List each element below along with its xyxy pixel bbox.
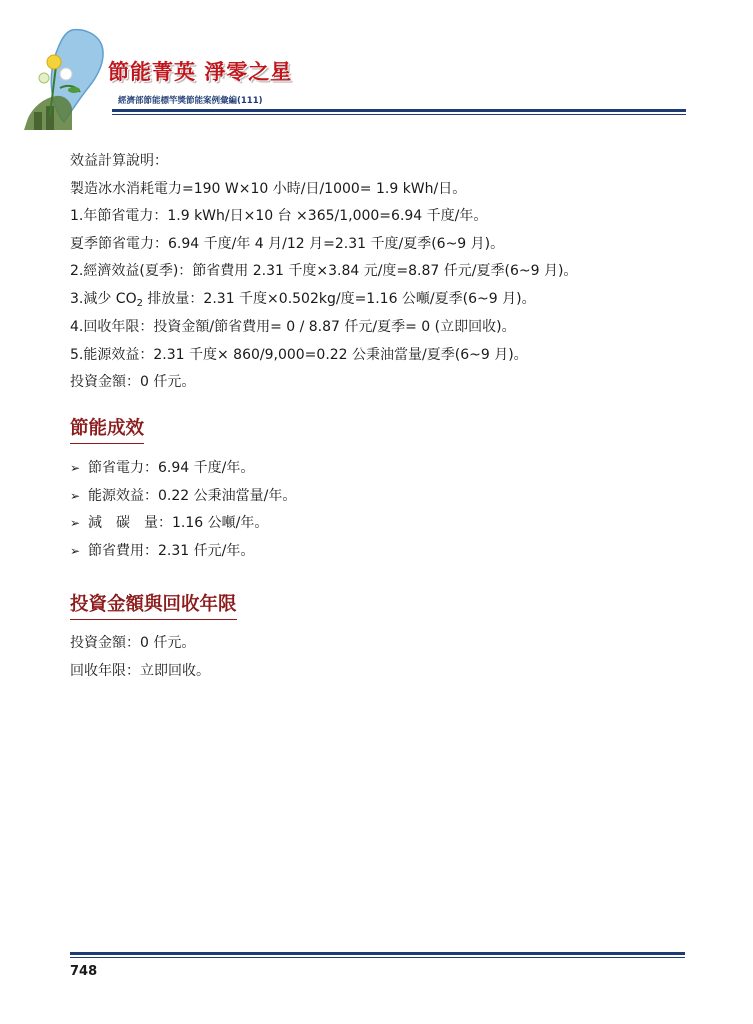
investment-heading-wrap (70, 593, 237, 620)
arrow-bullet-icon: ➢ (70, 461, 81, 475)
list-item-text: 節省費用：2.31 仟元/年。 (88, 542, 255, 559)
investment-heading: 投資金額與回收年限 (70, 593, 237, 620)
list-item-text: 節省電力：6.94 千度/年。 (88, 460, 255, 476)
results-heading-wrap (70, 417, 144, 444)
calc-line: 5.能源效益：2.31 千度× 860/9,000=0.22 公秉油當量/夏季(6~9 月)。 (70, 346, 528, 363)
calc-line: 4.回收年限：投資金額/節省費用= 0 / 8.87 仟元/夏季= 0 (立即回收)。 (70, 319, 516, 335)
list-item-text: 減 碳 量：1.16 公噸/年。 (88, 515, 269, 531)
calculation-section (70, 148, 685, 397)
calc-line-co2-post: 排放量：2.31 千度×0.502kg/度=1.16 公噸/夏季(6~9 月)。 (142, 290, 536, 307)
co2-subscript: 2 (136, 297, 143, 309)
list-item (70, 510, 670, 538)
calc-heading: 效益計算說明： (70, 153, 168, 169)
taiwan-logo-icon (14, 26, 114, 134)
arrow-bullet-icon: ➢ (70, 543, 81, 558)
investment-amount: 投資金額：0 仟元。 (70, 635, 196, 651)
header-rule-thin (112, 114, 686, 115)
calc-line: 夏季節省電力：6.94 千度/年 4 月/12 月=2.31 千度/夏季(6~9 月)。 (70, 235, 505, 252)
payback-period: 回收年限：立即回收。 (70, 662, 210, 679)
calc-line-co2-pre: 3.減少 CO (70, 290, 137, 307)
list-item (70, 483, 670, 511)
results-heading: 節能成效 (70, 417, 144, 444)
page-header (0, 0, 753, 140)
calc-line: 1.年節省電力：1.9 kWh/日×10 台 ×365/1,000=6.94 千度/年。 (70, 208, 488, 224)
calc-line-co2 (70, 286, 685, 315)
list-item-text: 能源效益：0.22 公秉油當量/年。 (88, 487, 297, 504)
list-item (70, 538, 670, 566)
footer-rule (70, 952, 685, 955)
arrow-bullet-icon: ➢ (70, 488, 81, 503)
calc-line: 製造冰水消耗電力=190 W×10 小時/日/1000= 1.9 kWh/日。 (70, 180, 467, 197)
list-item (70, 455, 670, 483)
investment-section (70, 630, 210, 685)
results-list (70, 455, 670, 565)
calc-line: 2.經濟效益(夏季)：節省費用 2.31 千度×3.84 元/度=8.87 仟元/夏季(6~9 月)。 (70, 263, 578, 279)
arrow-bullet-icon: ➢ (70, 516, 81, 530)
footer-rule-thin (70, 957, 685, 958)
page-number: 748 (70, 964, 98, 979)
brand-subtitle: 經濟部節能標竿獎節能案例彙編(111) (118, 96, 263, 106)
calc-line: 投資金額：0 仟元。 (70, 374, 196, 390)
header-rule (112, 109, 686, 112)
brand-title: 節能菁英 淨零之星 (108, 59, 293, 84)
